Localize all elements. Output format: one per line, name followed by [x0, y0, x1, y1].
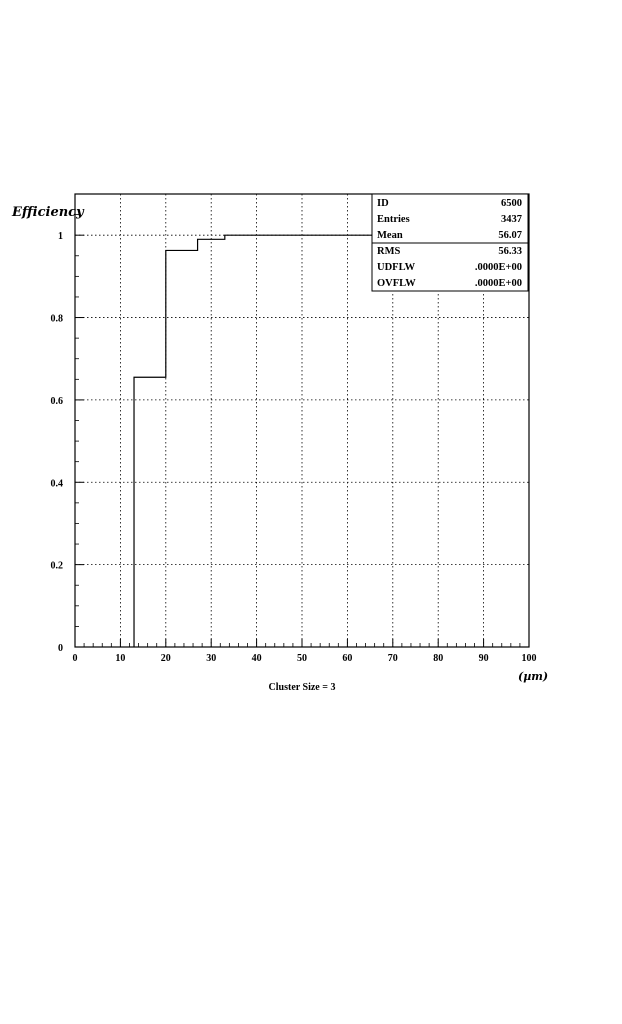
x-axis-unit: (µm) [518, 670, 549, 683]
x-tick-label: 30 [206, 653, 217, 664]
y-tick-label: 1 [58, 231, 63, 243]
x-tick-label: 80 [433, 653, 444, 664]
y-tick-label: 0.8 [50, 313, 63, 325]
stats-label: Entries [377, 214, 410, 225]
x-tick-label: 40 [251, 653, 262, 664]
x-tick-label: 50 [297, 653, 307, 664]
y-tick-label: 0.6 [50, 395, 63, 407]
x-tick-label: 20 [160, 653, 171, 664]
x-tick-label: 70 [387, 653, 398, 664]
x-tick-label: 0 [72, 653, 78, 664]
y-tick-label: 0.2 [50, 560, 63, 572]
y-tick-label: 0.4 [50, 478, 63, 490]
stats-value: 56.07 [498, 230, 522, 241]
efficiency-series [134, 235, 529, 647]
x-axis-title: Cluster Size = 3 [268, 682, 336, 693]
stats-label: UDFLW [377, 262, 416, 273]
y-axis-title: Efficiency [12, 205, 84, 220]
stats-value: 6500 [501, 198, 522, 209]
stats-value: 3437 [501, 214, 522, 225]
x-tick-labels [73, 653, 537, 664]
stats-value: .0000E+00 [474, 278, 522, 289]
stats-value: .0000E+00 [474, 262, 522, 273]
stats-label: ID [377, 198, 389, 209]
stats-box [372, 194, 528, 291]
y-tick-label: 0 [58, 643, 63, 654]
efficiency-step-line [134, 235, 529, 647]
stats-label: Mean [377, 230, 403, 241]
stats-value: 56.33 [498, 246, 522, 257]
x-tick-label: 100 [521, 653, 537, 664]
x-tick-label: 90 [478, 653, 489, 664]
x-tick-label: 60 [342, 653, 353, 664]
stats-label: OVFLW [377, 278, 416, 289]
y-tick-labels [51, 231, 64, 654]
stats-label: RMS [377, 246, 401, 257]
x-tick-label: 10 [115, 653, 126, 664]
